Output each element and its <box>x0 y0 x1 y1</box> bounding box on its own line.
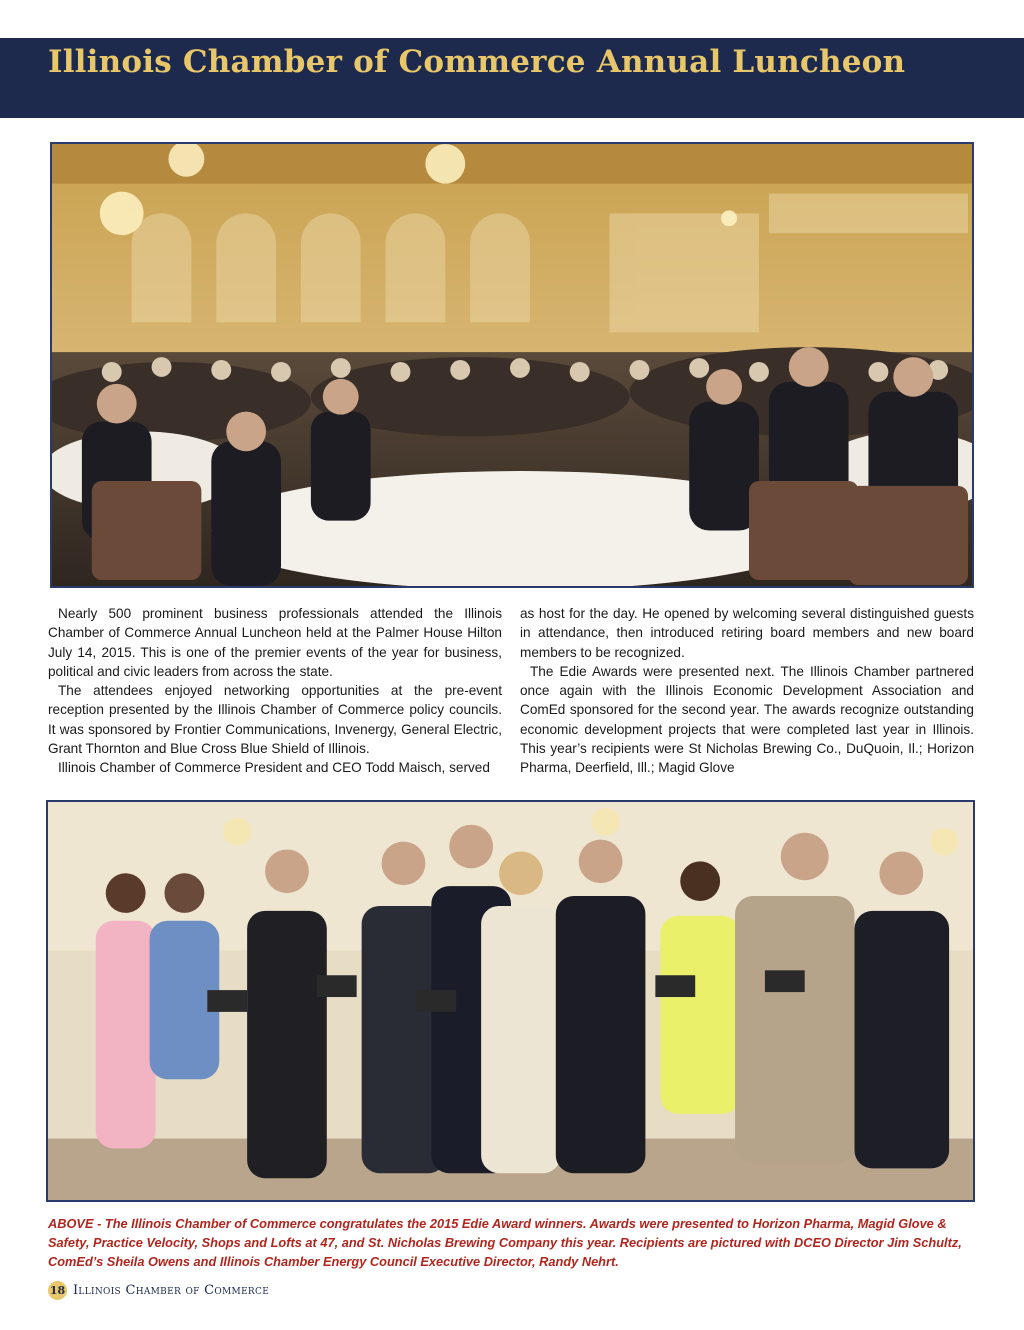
article-paragraph: Illinois Chamber of Commerce President and CEO Todd Maisch, served <box>58 760 490 776</box>
photo-caption: ABOVE - The Illinois Chamber of Commerce congratulates the 2015 Edie Award winners. Awards were presented to Horizon Pharma, Magid Glove & Safety, Practice Velocity, Shops and Lofts at 47, and St. Nicholas Brewing Company this year. Recipients are pictured with DCEO Director Jim Schultz, ComEd’s Sheila Owens and Illinois Chamber Energy Council Executive Director, Randy Nehrt. <box>48 1216 962 1270</box>
ballroom-photo <box>50 142 974 588</box>
award-winners-image <box>48 802 973 1200</box>
page-footer <box>48 1280 269 1300</box>
header-banner <box>0 38 1024 118</box>
article-paragraph: as host for the day. He opened by welcoming several distinguished guests in attendance, then introduced retiring board members and new board members to be recognized. <box>520 606 974 660</box>
article-paragraph: The attendees enjoyed networking opportunities at the pre-event reception presented by the Illinois Chamber of Commerce policy councils. It was sponsored by Frontier Communications, Invenergy, General Electric, Grant Thornton and Blue Cross Blue Shield of Illinois. <box>48 683 502 757</box>
article-paragraph: The Edie Awards were presented next. The Illinois Chamber partnered once again with the Illinois Economic Development Association and ComEd sponsored for the second year. The awards recognize outstanding economic development projects that were completed last year in Illinois. This year’s recipients were St Nicholas Brewing Co., DuQuoin, Il.; Horizon Pharma, Deerfield, Ill.; Magid Glove <box>520 663 974 776</box>
publication-name: Illinois Chamber of Commerce <box>73 1282 270 1298</box>
ballroom-image <box>52 144 972 586</box>
article-column-right <box>520 604 974 778</box>
article-column-left <box>48 604 502 778</box>
article-paragraph: Nearly 500 prominent business professionals attended the Illinois Chamber of Commerce Annual Luncheon held at the Palmer House Hilton July 14, 2015. This is one of the premier events of the year for business, political and civic leaders from across the state. <box>48 606 502 679</box>
award-winners-photo <box>46 800 975 1202</box>
page-number: 18 <box>48 1281 67 1300</box>
page-title: Illinois Chamber of Commerce Annual Luncheon <box>48 44 906 80</box>
